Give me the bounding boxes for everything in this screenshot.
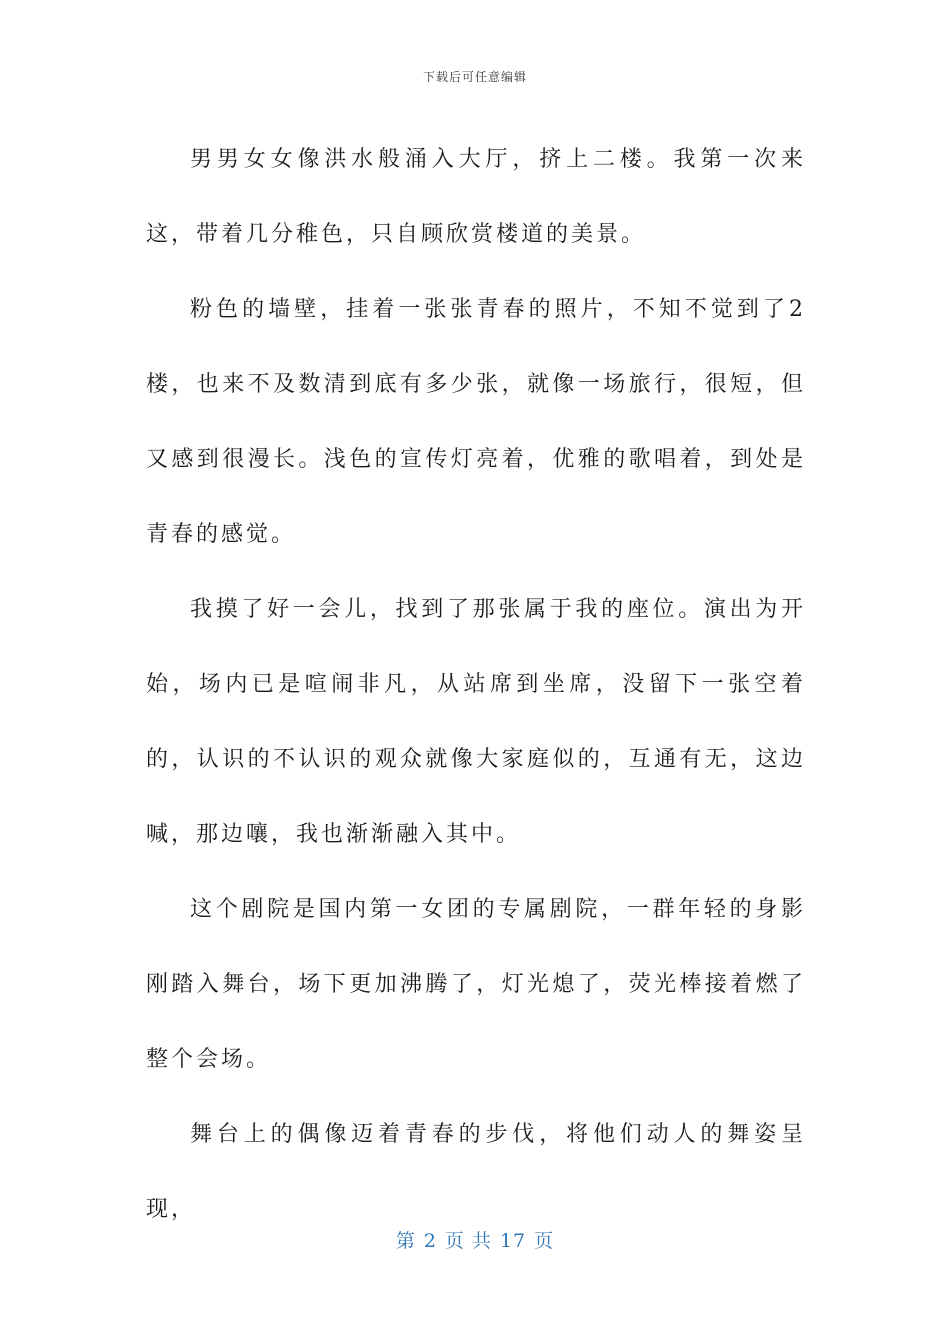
document-body <box>146 122 806 1247</box>
paragraph-5: 舞台上的偶像迈着青春的步伐，将他们动人的舞姿呈现， <box>146 1122 806 1222</box>
paragraph-4: 这个剧院是国内第一女团的专属剧院，一群年轻的身影刚踏入舞台，场下更加沸腾了，灯光熄了，荧光棒接着燃了整个会场。 <box>146 897 806 1072</box>
footer-total-pages: 17 <box>499 1230 527 1252</box>
footer-middle: 页 共 <box>444 1230 492 1252</box>
footer-current-page: 2 <box>423 1230 437 1252</box>
page-header: 下载后可任意编辑 <box>422 70 527 84</box>
page-number-footer <box>0 1226 950 1253</box>
footer-prefix: 第 <box>395 1230 416 1252</box>
paragraph-1: 男男女女像洪水般涌入大厅，挤上二楼。我第一次来这，带着几分稚色，只自顾欣赏楼道的美景。 <box>146 147 806 247</box>
paragraph-3: 我摸了好一会儿，找到了那张属于我的座位。演出为开始，场内已是喧闹非凡，从站席到坐席，没留下一张空着的，认识的不认识的观众就像大家庭似的，互通有无，这边喊，那边嚷，我也渐渐融入其中。 <box>146 597 806 847</box>
footer-suffix: 页 <box>534 1230 555 1252</box>
paragraph-2: 粉色的墙壁，挂着一张张青春的照片，不知不觉到了2楼，也来不及数清到底有多少张，就像一场旅行，很短，但又感到很漫长。浅色的宣传灯亮着，优雅的歌唱着，到处是青春的感觉。 <box>146 297 806 547</box>
